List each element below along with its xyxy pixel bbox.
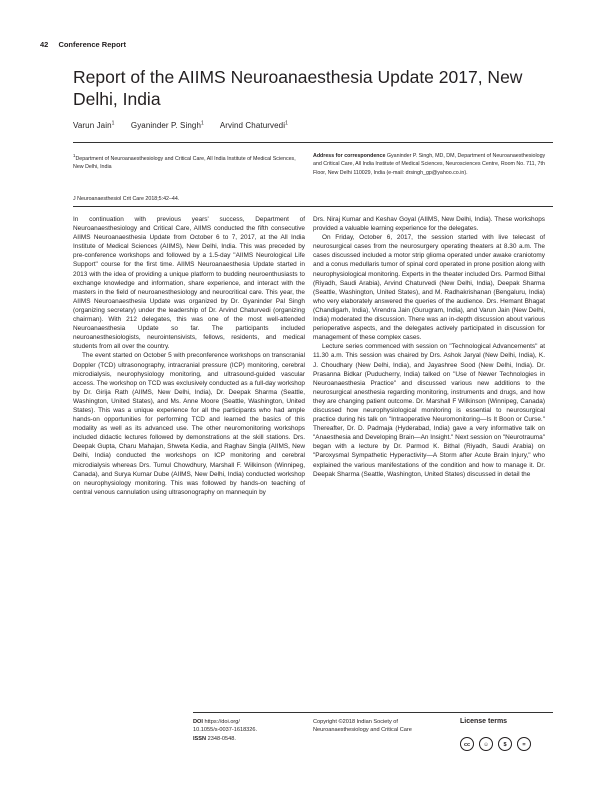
paragraph: Drs. Niraj Kumar and Keshav Goyal (AIIMS, New Delhi, India). These workshops provided a valuable learning experience for the delegates. [313,216,545,233]
author-list [73,120,302,130]
body-column-right [313,215,545,479]
article-title: Report of the AIIMS Neuroanaesthesia Update 2017, New Delhi, India [73,67,523,109]
author: Arvind Chaturvedi$^1$ [219,120,288,130]
doi-block: DOI https://doi.org/ 10.1055/s-0037-1618326. ISSN 2348-0548. [193,719,258,742]
running-header [40,40,126,49]
journal-citation: J Neuroanaesthesiol Crit Care 2018;5:42–44. [73,196,180,202]
by-icon: ☺ [479,737,493,751]
doi-link[interactable]: https://doi.org/ [204,719,240,725]
correspondence: Address for correspondence Gyaninder P. Singh, MD, DM, Department of Neuroanaesthesiology and Critical Care, All India Institute of Medical Sciences, Neurosciences Centre, Room No. 711, 7th Floor, New Delhi 110029, India (e-mail: drsingh_gp@yahoo.co.in). [313,153,546,176]
paragraph: The event started on October 5 with preconference workshops on transcranial Doppler (TCD) ultrasonography, intracranial pressure (ICP) monitoring, cerebral microdialysis, neurophysiology monitoring, and ultrasound-guided vascular access. The workshop on TCD was exclusively conducted as a full-day workshop by Dr. Girija Rath (AIIMS, New Delhi, India), Dr. Deepak Sharma (Seattle, Washington, United States), and Ms. Anne Moore (Seattle, Washington, United States). This was a unique experience for all the participants who had ample hands-on opportunities for performing TCD and learned the basics of this modality as well as its advanced use. The other neuromonitoring workshops included didactic lectures followed by demonstrations at the skill stations. Drs. Deepak Gupta, Charu Mahajan, Shweta Kedia, and Raghav Singla (AIIMS, New Delhi, India) conducted the workshops on ICP monitoring and cerebral microdialysis whereas Drs. Tumul Chowdhury, Marshall F. Wilkinson (Winnipeg, Canada), and Surya Kumar Dube (AIIMS, New Delhi, India) conducted workshop on neurophysiology monitoring. This was followed by hands-on teaching of central venous cannulation using ultrasonography on mannequin by [73,352,305,496]
section-label: Conference Report [58,40,126,49]
divider [73,206,553,207]
license-title: License terms [460,718,508,725]
nd-icon: = [517,737,531,751]
page-number: 42 [40,40,49,49]
cc-icon: cc [460,737,474,751]
divider [73,142,553,143]
body-column-left [73,215,305,497]
divider [193,712,553,713]
author: Varun Jain$^1$ [73,120,115,130]
affiliation: $^1$Department of Neuroanaesthesiology and Critical Care, All India Institute of Medical Sciences, New Delhi, India [73,153,296,171]
paragraph: In continuation with previous years' success, Department of Neuroanaesthesiology and Critical Care, AIIMS conducted the fifth consecutive AIIMS Neuroanaesthesia Update from October 6 to 7, 2017, at the All India Institute of Medical Sciences (AIIMS), New Delhi, India. This was preceded by pre-conference workshops and followed by a 1.5-day "AIIMS Neurological Life Support" course for the first time. AIIMS Neuroanaesthesia Update started in 2013 with the idea of providing a unique platform to budding neuroenthusiasts to exchange knowledge and information, share experience, and interact with the masters in the field of neuroanesthesiology and neurocritical care. This year, the AIIMS Neuroanaesthesia Update was organized by Dr. Gyaninder Pal Singh (organizing secretary) under the leadership of Dr. Arvind Chaturvedi (organizing chairman). With 212 delegates, this was one of the most well-attended Neuroanaesthesia Update so far. The participants included neuroanesthesiologists, neurointensivists, fellows, residents, and medical students from all over the country. [73,216,305,351]
paragraph: Lecture series commenced with session on "Technological Advancements" at 11.30 a.m. This session was chaired by Drs. Ashok Jaryal (New Delhi, India), K. J. Choudhary (New Delhi, India), and Jayashree Sood (New Delhi, India). Dr. Prasanna Bidkar (Puducherry, India) talked on "Use of Newer Technologies in Neuroanaesthesia Practice" and discussed various new additions to the neurosurgical anesthesia regarding monitoring, instruments and drugs, and how they are changing patient outcome. Dr. Marshall F Wilkinson (Winnipeg, Canada) discussed how neurophysiological monitoring is essential to neurosurgical practice during his talk on "Intraoperative Neuromonitoring—Is It Boon or Curse." Thereafter, Dr. D. Padmaja (Hyderabad, India) gave a very informative talk on "Anaesthesia and Developing Brain—An Insight." Next session on "Neurotrauma" began with a lecture by Dr. Parmod K. Bithal (Riyadh, Saudi Arabia) on "Paroxysmal Sympathetic Hyperactivity—A Storm after Acute Brain Injury," who explained the various manifestations of the condition and how to manage it. Dr. Deepak Sharma (Seattle, Washington, United States) discussed in detail the [313,343,545,478]
paragraph: On Friday, October 6, 2017, the session started with live telecast of neurosurgical cases from the neurosurgery operating theaters at 8.30 a.m. The cases discussed included a motor strip glioma operated under awake craniotomy and a conus medullaris tumor of spinal cord operated in prone position along with neurophysiological monitoring. Experts in the theater included Drs. Parmod Bithal (Riyadh, Saudi Arabia), Arvind Chaturvedi (New Delhi, India), Deepak Sharma (Seattle, Washington, United States), and M. Radhakrishanan (Bengaluru, India) who very elaborately answered the queries of the audience. Drs. Hemant Bhagat (Chandigarh, India), Virendra Jain (Gurugram, India), and Varun Jain (New Delhi, India) moderated the discussion. There was an in-depth discussion about various perioperative aspects, and the delegates actively participated in discussion for management of these complex cases. [313,234,545,342]
author: Gyaninder P. Singh$^1$ [130,120,204,130]
copyright: Copyright ©2018 Indian Society of Neuroanaesthesiology and Critical Care [313,719,412,734]
nc-icon: $ [498,737,512,751]
